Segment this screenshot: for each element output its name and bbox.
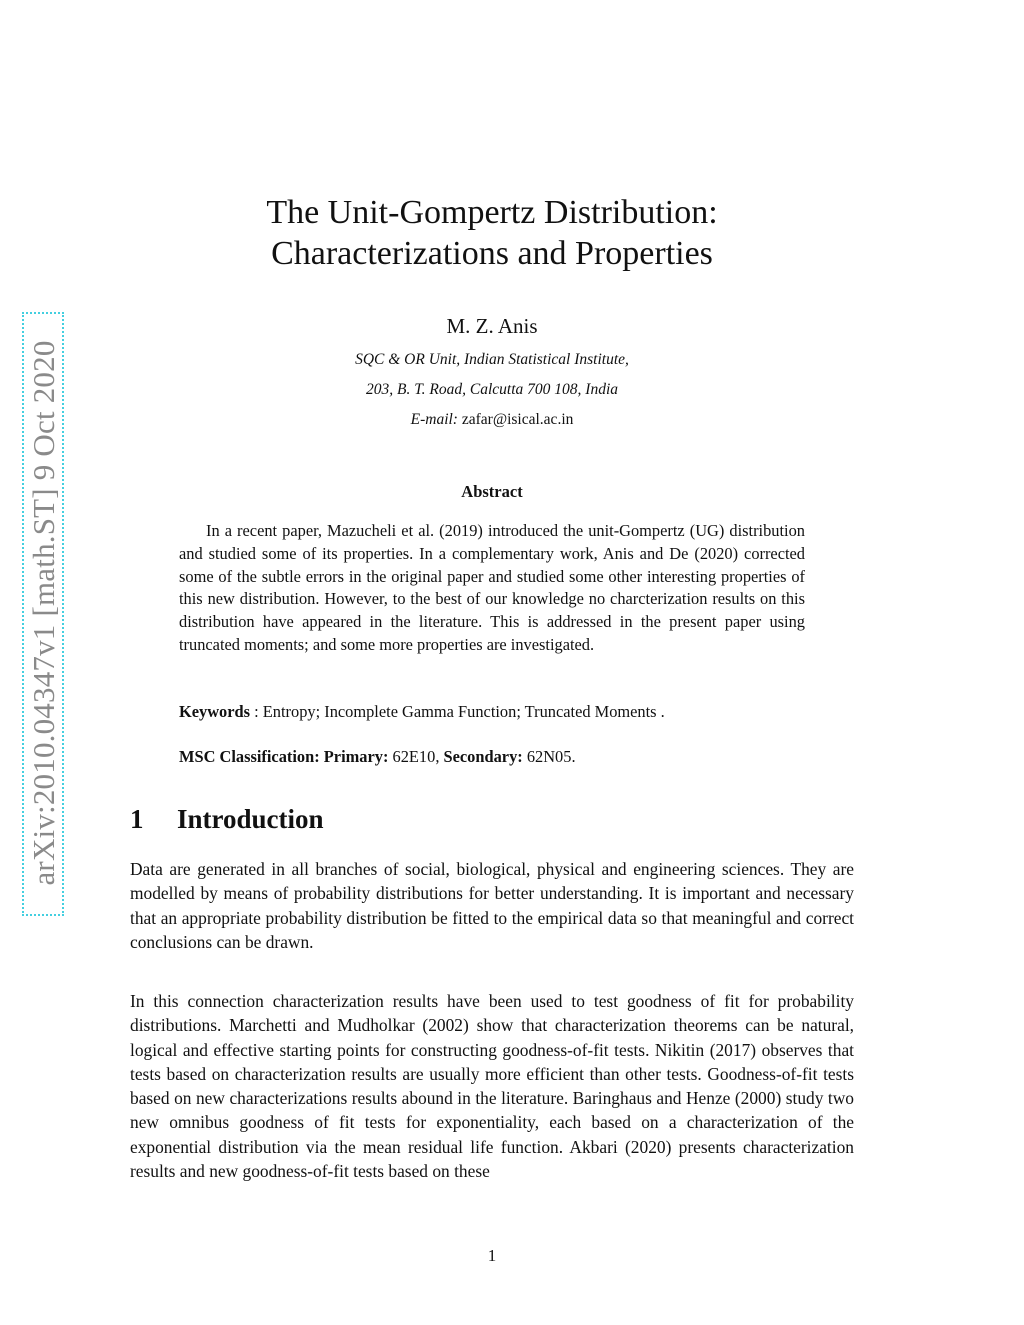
msc-label: MSC Classification: — [179, 747, 320, 766]
msc-primary-value: 62E10, — [388, 747, 444, 766]
title-line-2: Characterizations and Properties — [271, 235, 713, 272]
keywords-label: Keywords — [179, 702, 251, 721]
title-line-1: The Unit-Gompertz Distribution: — [266, 194, 718, 231]
keywords — [179, 702, 805, 722]
page-number: 1 — [487, 1246, 497, 1265]
msc-primary-label: Primary: — [323, 747, 389, 766]
abstract-body: In a recent paper, Mazucheli et al. (2019) introduced the unit-Gompertz (UG) distribution and studied some of its properties. In a complementary work, Anis and De (2020) corrected some of the subtle errors in the original paper and studied some other interesting properties of this new distribution. However, to the best of our knowledge no charcterization results on this distribution have appeared in the literature. This is addressed in the present paper using truncated moments; and some more properties are investigated. — [179, 521, 805, 654]
affiliation-line-2: 203, B. T. Road, Calcutta 700 108, India — [365, 381, 618, 398]
msc-classification — [179, 747, 805, 767]
author-email — [130, 411, 854, 429]
affiliation-line-1: SQC & OR Unit, Indian Statistical Institute, — [355, 351, 629, 368]
section-heading — [130, 804, 324, 835]
intro-paragraph-2: In this connection characterization results have been used to test goodness of fit for probability distributions. Marchetti and Mudholkar (2002) show that characterization theorems can be natural, logical and effective starting points for constructing goodness-of-fit tests. Nikitin (2017) observes that tests based on characterization results are usually more efficient than other tests. Goodness-of-fit tests based on new characterizations results abound in the literature. Baringhaus and Henze (2000) study two new omnibus goodness of fit tests for exponentiality, each based on a characterization of the exponential distribution via the mean residual life function. Akbari (2020) presents characterization results and new goodness-of-fit tests based on these — [130, 991, 854, 1182]
msc-secondary-value: 62N05. — [522, 747, 576, 766]
arxiv-stamp-text: arXiv:2010.04347v1 [math.ST] 9 Oct 2020 — [26, 340, 61, 886]
email-label: E-mail: — [410, 411, 458, 428]
paper-title — [130, 192, 854, 274]
keywords-text: : Entropy; Incomplete Gamma Function; Truncated Moments . — [250, 702, 665, 721]
section-title: Introduction — [177, 804, 324, 834]
abstract-heading: Abstract — [461, 482, 523, 501]
author-name: M. Z. Anis — [446, 314, 538, 338]
intro-paragraph-1: Data are generated in all branches of social, biological, physical and engineering sciences. They are modelled by means of probability distributions for better understanding. It is important and necessary that an appropriate probability distribution be fitted to the empirical data so that meaningful and correct conclusions can be drawn. — [130, 859, 854, 952]
msc-secondary-label: Secondary: — [443, 747, 523, 766]
email-address: zafar@isical.ac.in — [461, 411, 574, 428]
section-number: 1 — [130, 804, 144, 834]
